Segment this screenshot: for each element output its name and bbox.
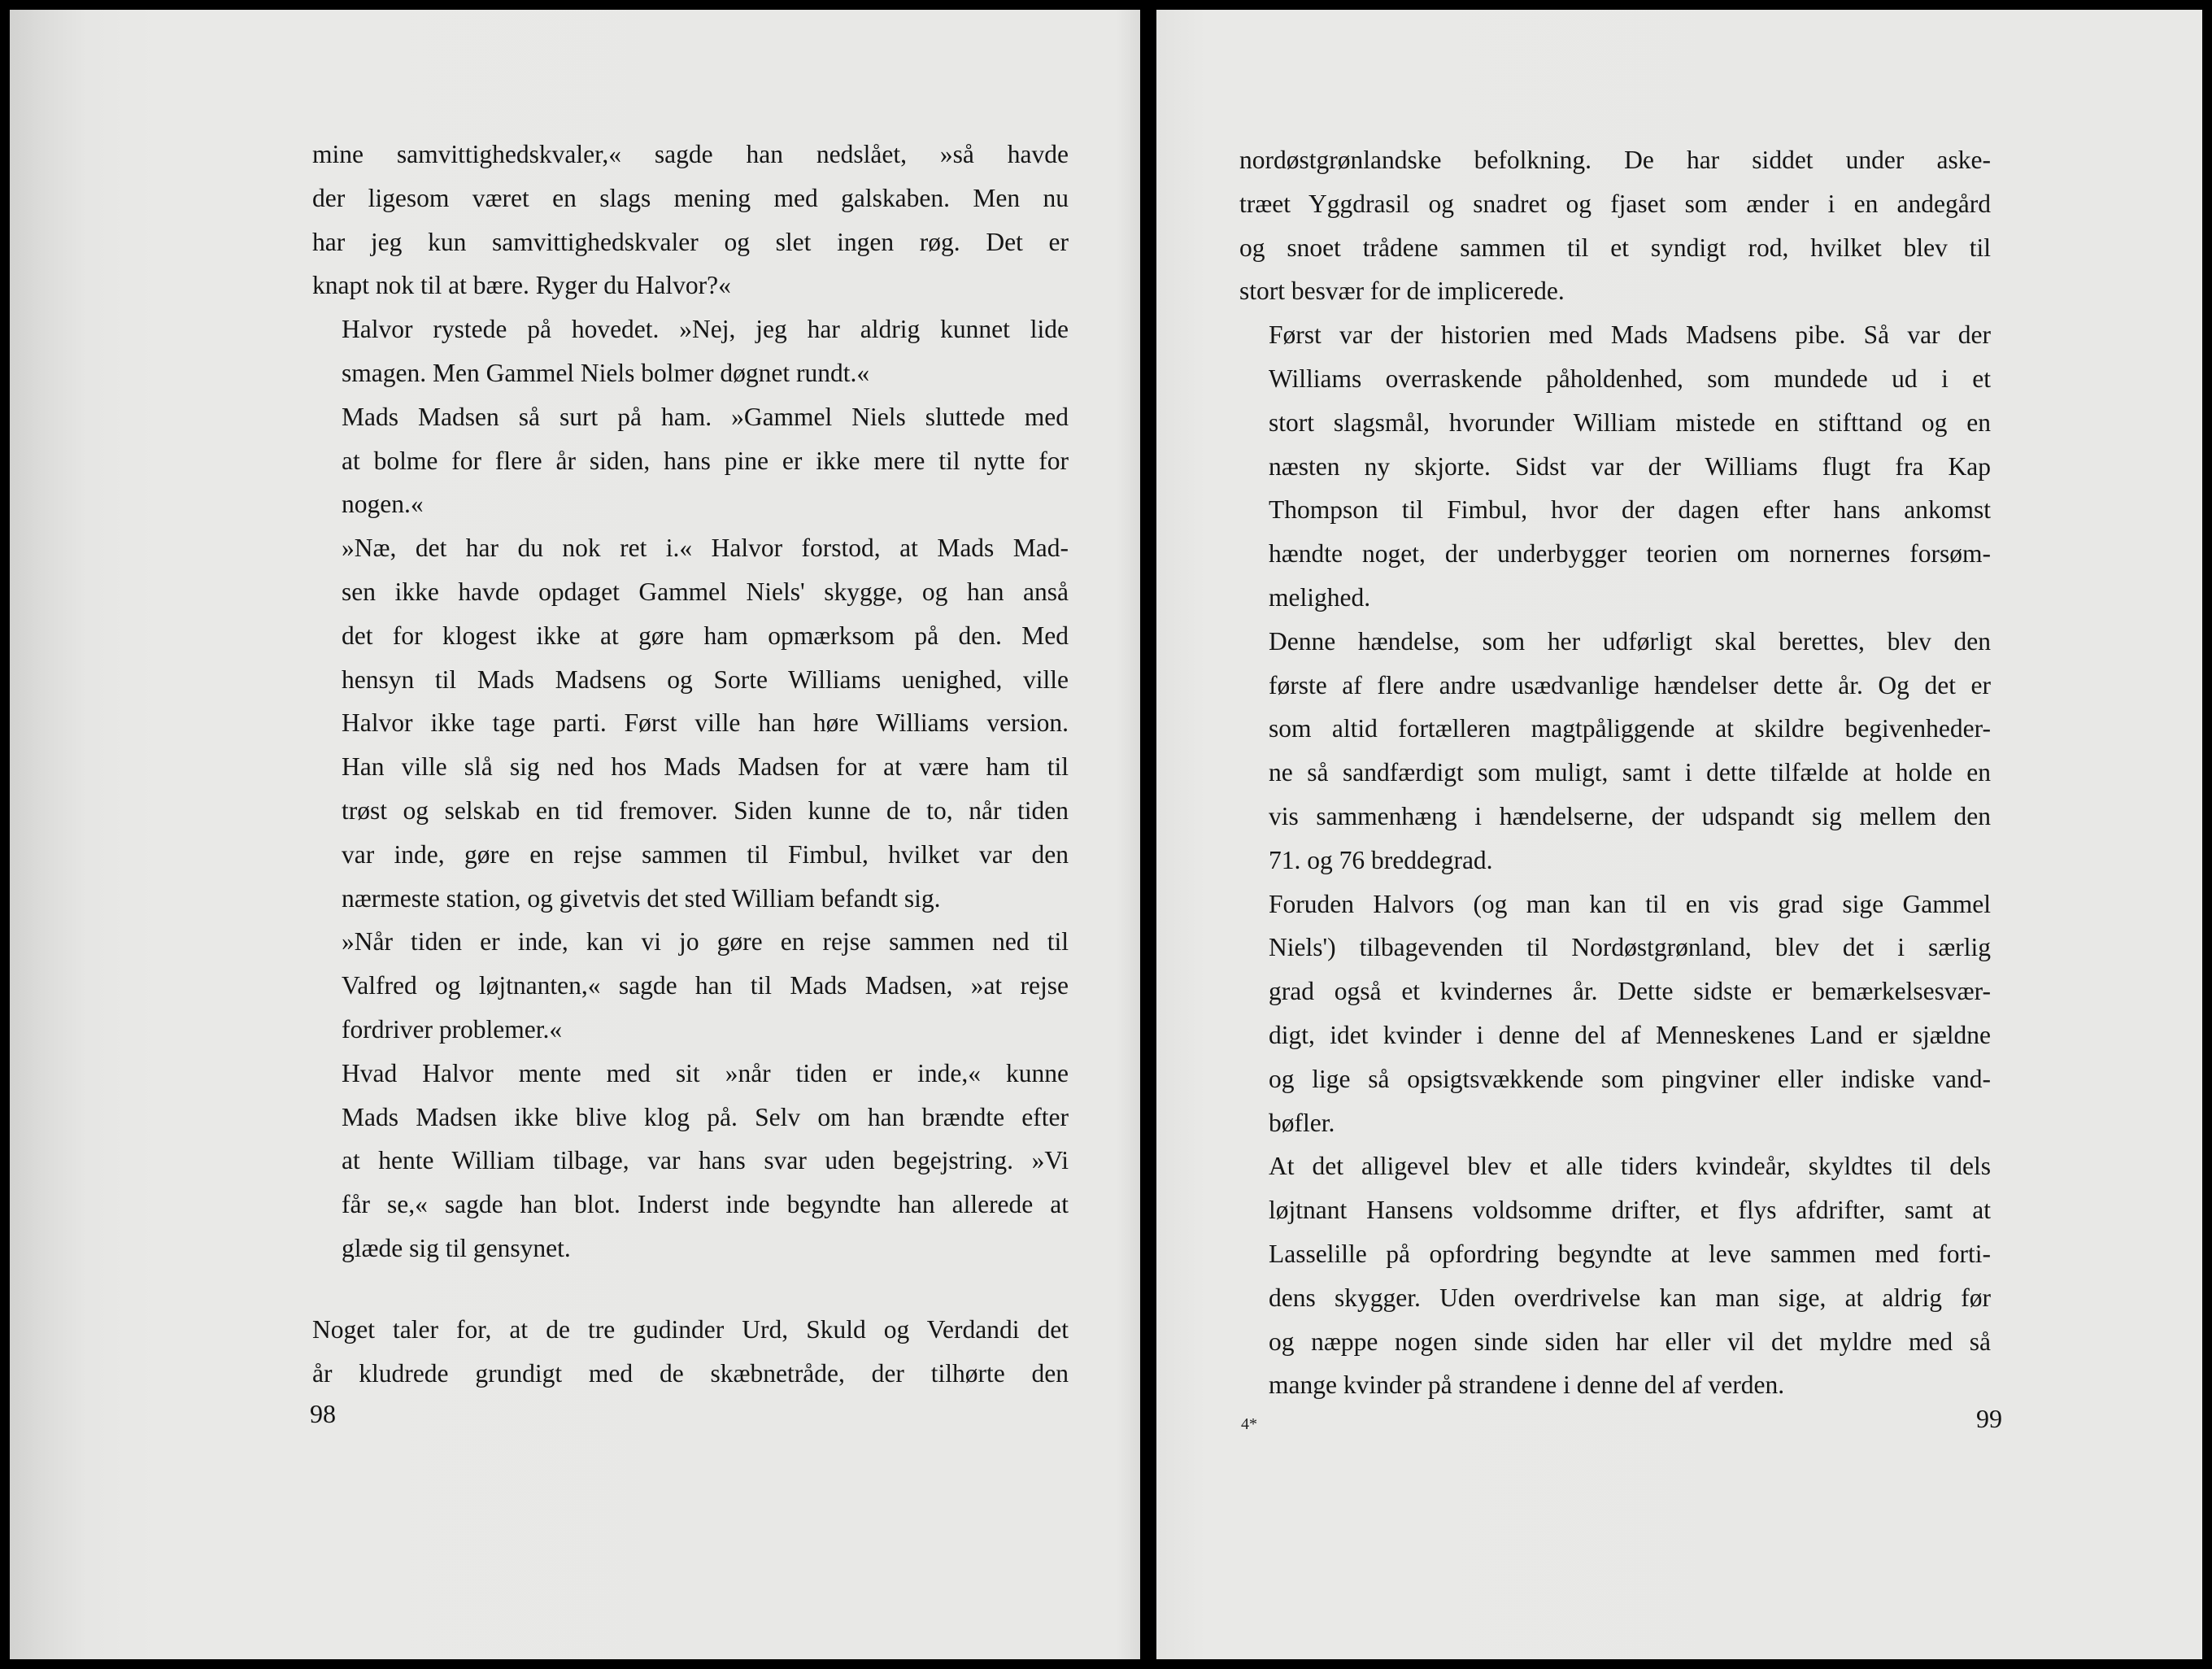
text-line: »Når tiden er inde, kan vi jo gøre en rejse sammen ned til xyxy=(342,927,1069,957)
paragraph xyxy=(312,1308,1069,1396)
text-line: mine samvittighedskvaler,« sagde han nedslået, »så havde xyxy=(312,140,1069,168)
text-line: dens skygger. Uden overdrivelse kan man sige, at aldrig før xyxy=(1269,1283,1991,1312)
text-line: nogen.« xyxy=(342,490,424,519)
text-line: og snoet trådene sammen til et syndigt rod, hvilket blev til xyxy=(1239,233,1991,262)
text-line: Halvor rystede på hovedet. »Nej, jeg har aldrig kunnet lide xyxy=(342,315,1069,344)
text-line: næsten ny skjorte. Sidst var der Williams flugt fra Kap xyxy=(1269,451,1991,481)
text-line: sen ikke havde opdaget Gammel Niels' skygge, og han anså xyxy=(342,577,1069,606)
text-line: Hvad Halvor mente med sit »når tiden er inde,« kunne xyxy=(342,1058,1069,1087)
text-line: vis sammenhæng i hændelserne, der udspandt sig mellem den xyxy=(1269,801,1991,830)
paragraph xyxy=(1239,1144,1991,1407)
text-line: første af flere andre usædvanlige hændelser dette år. Og det er xyxy=(1269,670,1991,699)
text-line: var inde, gøre en rejse sammen til Fimbul, hvilket var den xyxy=(342,839,1069,869)
text-line: der ligesom været en slags mening med galskaben. Men nu xyxy=(312,183,1069,212)
text-line: løjtnant Hansens voldsomme drifter, et flys afdrifter, samt at xyxy=(1269,1196,1991,1225)
page-number: 99 xyxy=(1976,1404,2002,1433)
text-line: stort besvær for de implicerede. xyxy=(1239,277,1565,306)
page-number: 98 xyxy=(310,1399,336,1428)
paragraph xyxy=(312,307,1069,395)
text-line: nærmeste station, og givetvis det sted William befandt sig. xyxy=(342,883,941,913)
signature-mark: 4* xyxy=(1241,1415,1257,1433)
text-line: at hente William tilbage, var hans svar uden begejstring. »Vi xyxy=(342,1146,1069,1175)
text-line: hændte noget, der underbygger teorien om nornernes forsøm- xyxy=(1269,539,1991,569)
text-line: Mads Madsen så surt på ham. »Gammel Niels sluttede med xyxy=(342,402,1069,431)
paragraph xyxy=(312,526,1069,920)
text-line: Williams overraskende påholdenhed, som mundede ud i et xyxy=(1269,364,1991,393)
text-line: melighed. xyxy=(1269,582,1371,612)
text-line: Han ville slå sig ned hos Mads Madsen for at være ham til xyxy=(342,752,1069,782)
paragraph xyxy=(1239,882,1991,1145)
text-line: Først var der historien med Mads Madsens pibe. Så var der xyxy=(1269,320,1991,350)
left-page-text xyxy=(312,133,1069,1395)
text-line: Foruden Halvors (og man kan til en vis grad sige Gammel xyxy=(1269,889,1991,918)
text-line: Lasselille på opfordring begyndte at leve sammen med forti- xyxy=(1269,1239,1991,1268)
paragraph xyxy=(312,920,1069,1051)
text-line: som altid fortælleren magtpåliggende at skildre begivenheder- xyxy=(1269,714,1991,743)
text-line: At det alligevel blev et alle tiders kvindeår, skyldtes til dels xyxy=(1269,1152,1991,1181)
paragraph xyxy=(312,395,1069,526)
text-line: 71. og 76 breddegrad. xyxy=(1269,845,1493,874)
text-line: år kludrede grundigt med de skæbnetråde, der tilhørte den xyxy=(312,1358,1069,1388)
text-line: nordøstgrønlandske befolkning. De har siddet under aske- xyxy=(1239,146,1991,174)
text-line: har jeg kun samvittighedskvaler og slet ingen røg. Det er xyxy=(312,227,1069,256)
paragraph xyxy=(1239,313,1991,620)
paragraph xyxy=(312,133,1069,307)
text-line: knapt nok til at bære. Ryger du Halvor?« xyxy=(312,271,731,300)
text-line: bøfler. xyxy=(1269,1108,1335,1137)
text-line: digt, idet kvinder i denne del af Menneskenes Land er sjældne xyxy=(1269,1020,1991,1049)
text-line: Denne hændelse, som her udførligt skal berettes, blev den xyxy=(1269,626,1991,656)
paragraph xyxy=(312,1052,1069,1270)
paragraph xyxy=(1239,620,1991,882)
text-line: smagen. Men Gammel Niels bolmer døgnet rundt.« xyxy=(342,358,870,387)
text-line: og lige så opsigtsvækkende som pingviner eller indiske vand- xyxy=(1269,1064,1991,1093)
paragraph xyxy=(1239,138,1991,313)
text-line: stort slagsmål, hvorunder William mistede en stifttand og en xyxy=(1269,407,1991,437)
text-line: Halvor ikke tage parti. Først ville han høre Williams version. xyxy=(342,708,1069,738)
text-line: hensyn til Mads Madsens og Sorte Williams uenighed, ville xyxy=(342,665,1069,694)
section-break xyxy=(312,1270,1069,1308)
right-page-text xyxy=(1239,138,1991,1407)
text-line: at bolme for flere år siden, hans pine er ikke mere til nytte for xyxy=(342,446,1069,475)
left-page xyxy=(10,10,1140,1659)
text-line: træet Yggdrasil og snadret og fjaset som ænder i en andegård xyxy=(1239,189,1991,218)
right-page xyxy=(1156,10,2202,1659)
text-line: får se,« sagde han blot. Inderst inde begyndte han allerede at xyxy=(342,1190,1069,1219)
text-line: og næppe nogen sinde siden har eller vil det myldre med så xyxy=(1269,1327,1991,1356)
text-line: Valfred og løjtnanten,« sagde han til Mads Madsen, »at rejse xyxy=(342,971,1069,1000)
text-line: grad også et kvindernes år. Dette sidste er bemærkelsesvær- xyxy=(1269,977,1991,1006)
text-line: Niels') tilbagevenden til Nordøstgrønland, blev det i særlig xyxy=(1269,933,1991,962)
text-line: trøst og selskab en tid fremover. Siden kunne de to, når tiden xyxy=(342,795,1069,825)
text-line: »Næ, det har du nok ret i.« Halvor forstod, at Mads Mad- xyxy=(342,534,1069,563)
text-line: mange kvinder på strandene i denne del af verden. xyxy=(1269,1370,1785,1400)
text-line: glæde sig til gensynet. xyxy=(342,1233,571,1262)
text-line: det for klogest ikke at gøre ham opmærksom på den. Med xyxy=(342,621,1069,650)
text-line: Thompson til Fimbul, hvor der dagen efter hans ankomst xyxy=(1269,495,1991,525)
text-line: Noget taler for, at de tre gudinder Urd, Skuld og Verdandi det xyxy=(312,1314,1069,1344)
text-line: fordriver problemer.« xyxy=(342,1014,563,1044)
text-line: ne så sandfærdigt som muligt, samt i dette tilfælde at holde en xyxy=(1269,758,1991,787)
text-line: Mads Madsen ikke blive klog på. Selv om han brændte efter xyxy=(342,1102,1069,1131)
